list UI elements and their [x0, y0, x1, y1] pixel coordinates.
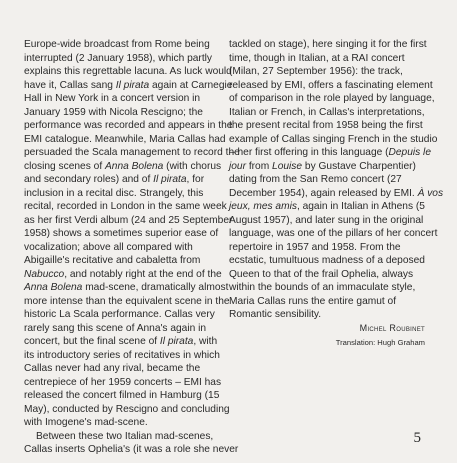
text-run: repertoire in 1957 and 1958. From the — [229, 241, 401, 253]
text-run: explains this regrettable lacuna. As luck would — [24, 66, 232, 77]
text-run: Maria Callas runs the entire gamut of — [229, 295, 397, 307]
text-line — [24, 335, 224, 349]
text-line — [229, 79, 431, 93]
text-run: , with — [193, 336, 218, 347]
italic-title: Il pirata — [159, 336, 194, 347]
text-line — [24, 133, 224, 147]
text-run: have it, Callas sang — [24, 79, 116, 91]
text-run: Callas inserts Ophelia's (it was a role she never — [24, 444, 239, 455]
text-line — [24, 443, 239, 457]
text-line — [229, 200, 431, 214]
text-run: , and notably right at the end of the — [64, 268, 222, 280]
text-line — [24, 281, 229, 295]
text-run: and secondary roles) and of — [24, 174, 154, 185]
italic-title: Anna Bolena — [104, 160, 164, 172]
text-run: August 1957), and later sung in the original — [229, 214, 424, 226]
text-line — [229, 173, 431, 187]
text-run: recital, recorded in London in the same week — [24, 201, 227, 212]
text-run: Between these two Italian mad-scenes, — [36, 430, 214, 442]
text-line — [229, 187, 444, 201]
text-line — [229, 119, 431, 133]
text-line — [24, 227, 224, 241]
italic-title: Depuis le — [388, 147, 431, 158]
text-run: , for — [186, 174, 205, 185]
text-run: (with chorus — [163, 160, 222, 172]
text-line — [24, 322, 224, 336]
text-run: within the bounds of an immaculate style, — [229, 282, 416, 293]
text-run: Romantic sensibility. — [229, 309, 322, 320]
text-line — [24, 146, 240, 160]
text-run: 1958) shows a sometimes superior ease of — [24, 228, 219, 239]
text-line — [229, 227, 438, 241]
text-run: of comparison in the role played by language, — [229, 93, 435, 104]
text-line — [24, 268, 224, 282]
text-line — [229, 214, 431, 228]
text-run: Callas never had any rival, became the — [24, 363, 201, 374]
text-line — [24, 308, 224, 322]
italic-title: Il pirata — [115, 79, 150, 91]
text-run: persuaded the Scala management to record the — [24, 147, 240, 158]
text-run: again at Carnegie — [149, 79, 233, 91]
text-run: time, though in Italian, at a RAI concert — [229, 52, 405, 64]
text-line — [229, 160, 431, 174]
text-run: more intense than the equivalent scene in the — [24, 295, 230, 307]
italic-title: jeux, mes amis — [229, 201, 297, 212]
text-run: the present recital from 1958 being the first — [229, 120, 423, 131]
text-run: historic La Scala performance. Callas very — [24, 309, 215, 320]
text-line — [229, 65, 431, 79]
text-line — [229, 268, 431, 282]
author-signature: Michel Roubinet — [359, 323, 425, 333]
text-line — [24, 416, 224, 430]
text-run: EMI catalogue. Meanwhile, Maria Callas had — [24, 133, 226, 145]
text-run: Italian or French, in Callas's interpretations, — [229, 106, 425, 118]
text-run: – her first offering in this language ( — [229, 147, 389, 158]
text-run: Europe-wide broadcast from Rome being — [24, 39, 210, 50]
text-line — [24, 52, 224, 66]
text-line — [24, 200, 227, 214]
italic-title: Nabucco — [24, 268, 65, 280]
text-line — [24, 79, 233, 93]
text-line — [229, 52, 431, 66]
text-line — [229, 146, 431, 160]
italic-title: Anna Bolena — [24, 282, 83, 293]
italic-title: À vos — [417, 187, 444, 199]
text-run: example of Callas singing French in the studio — [229, 133, 438, 145]
text-run: its introductory series of recitatives in which — [24, 349, 220, 361]
text-run: ecstatic, tumultuous madness of a deposed — [229, 255, 425, 266]
text-line — [229, 308, 431, 322]
text-line — [229, 295, 431, 309]
text-run: tackled on stage), here singing it for the first — [229, 39, 427, 50]
text-line — [24, 214, 233, 228]
text-run: interrupted (2 January 1958), which partly — [24, 52, 213, 64]
italic-title: jour — [229, 160, 246, 172]
right-text-column — [229, 38, 444, 322]
text-line — [24, 376, 224, 390]
text-run: by Gustave Charpentier) — [302, 160, 416, 172]
text-line — [229, 106, 431, 120]
text-line — [24, 362, 224, 376]
page-number: 5 — [413, 430, 421, 446]
text-run: closing scenes of — [24, 160, 105, 172]
text-run: as her first Verdi album (24 and 25 September — [24, 214, 233, 226]
italic-title: Louise — [272, 160, 303, 172]
text-line — [229, 92, 435, 106]
text-run: inclusion in a recital disc. Strangely, this — [24, 187, 204, 199]
text-run: from — [246, 160, 273, 172]
text-run: centrepiece of her 1959 concerts – EMI has — [24, 376, 222, 388]
text-run: Hall in New York in a concert version in — [24, 93, 201, 104]
text-run: dating from the San Remo concert (27 — [229, 174, 402, 185]
text-line — [24, 65, 232, 79]
text-run: mad-scene, dramatically almost — [82, 282, 229, 293]
text-run: Abigaille's recitative and cabaletta from — [24, 255, 201, 266]
text-run: concert, but the final scene of — [24, 336, 160, 347]
text-line — [229, 38, 431, 52]
text-line — [24, 187, 224, 201]
text-line — [229, 281, 431, 295]
text-line — [24, 430, 224, 444]
text-line — [24, 349, 224, 363]
text-line — [24, 38, 224, 52]
translation-credit: Translation: Hugh Graham — [335, 338, 425, 347]
text-line — [24, 403, 230, 417]
text-line — [24, 241, 224, 255]
text-line — [24, 160, 224, 174]
text-run: vocalization; above all compared with — [24, 241, 193, 253]
text-line — [229, 254, 431, 268]
text-run: with Imogene's mad-scene. — [24, 417, 148, 428]
text-run: May), conducted by Rescigno and concluding — [24, 403, 230, 415]
text-line — [24, 92, 224, 106]
text-run: language, was one of the pillars of her concert — [229, 228, 438, 239]
text-line — [229, 241, 431, 255]
text-run: rarely sang this scene of Anna's again in — [24, 322, 207, 334]
text-line — [24, 389, 224, 403]
text-run: (Milan, 27 September 1956): the track, — [229, 66, 403, 77]
text-run: December 1954), again released by EMI. — [229, 187, 418, 199]
text-line — [24, 173, 224, 187]
text-run: Queen to that of the frail Ophelia, always — [229, 268, 414, 280]
text-line — [24, 295, 230, 309]
text-line — [24, 106, 224, 120]
text-run: January 1959 with Nicola Rescigno; the — [24, 106, 203, 118]
text-line — [229, 133, 438, 147]
text-line — [24, 254, 224, 268]
text-run: , again in Italian in Athens (5 — [296, 201, 425, 212]
text-line — [24, 119, 233, 133]
text-run: performance was recorded and appears in the — [24, 120, 233, 131]
text-run: released by EMI, offers a fascinating element — [229, 79, 433, 91]
italic-title: Il pirata — [153, 174, 187, 185]
text-run: released the concert filmed in Hamburg (15 — [24, 390, 220, 401]
